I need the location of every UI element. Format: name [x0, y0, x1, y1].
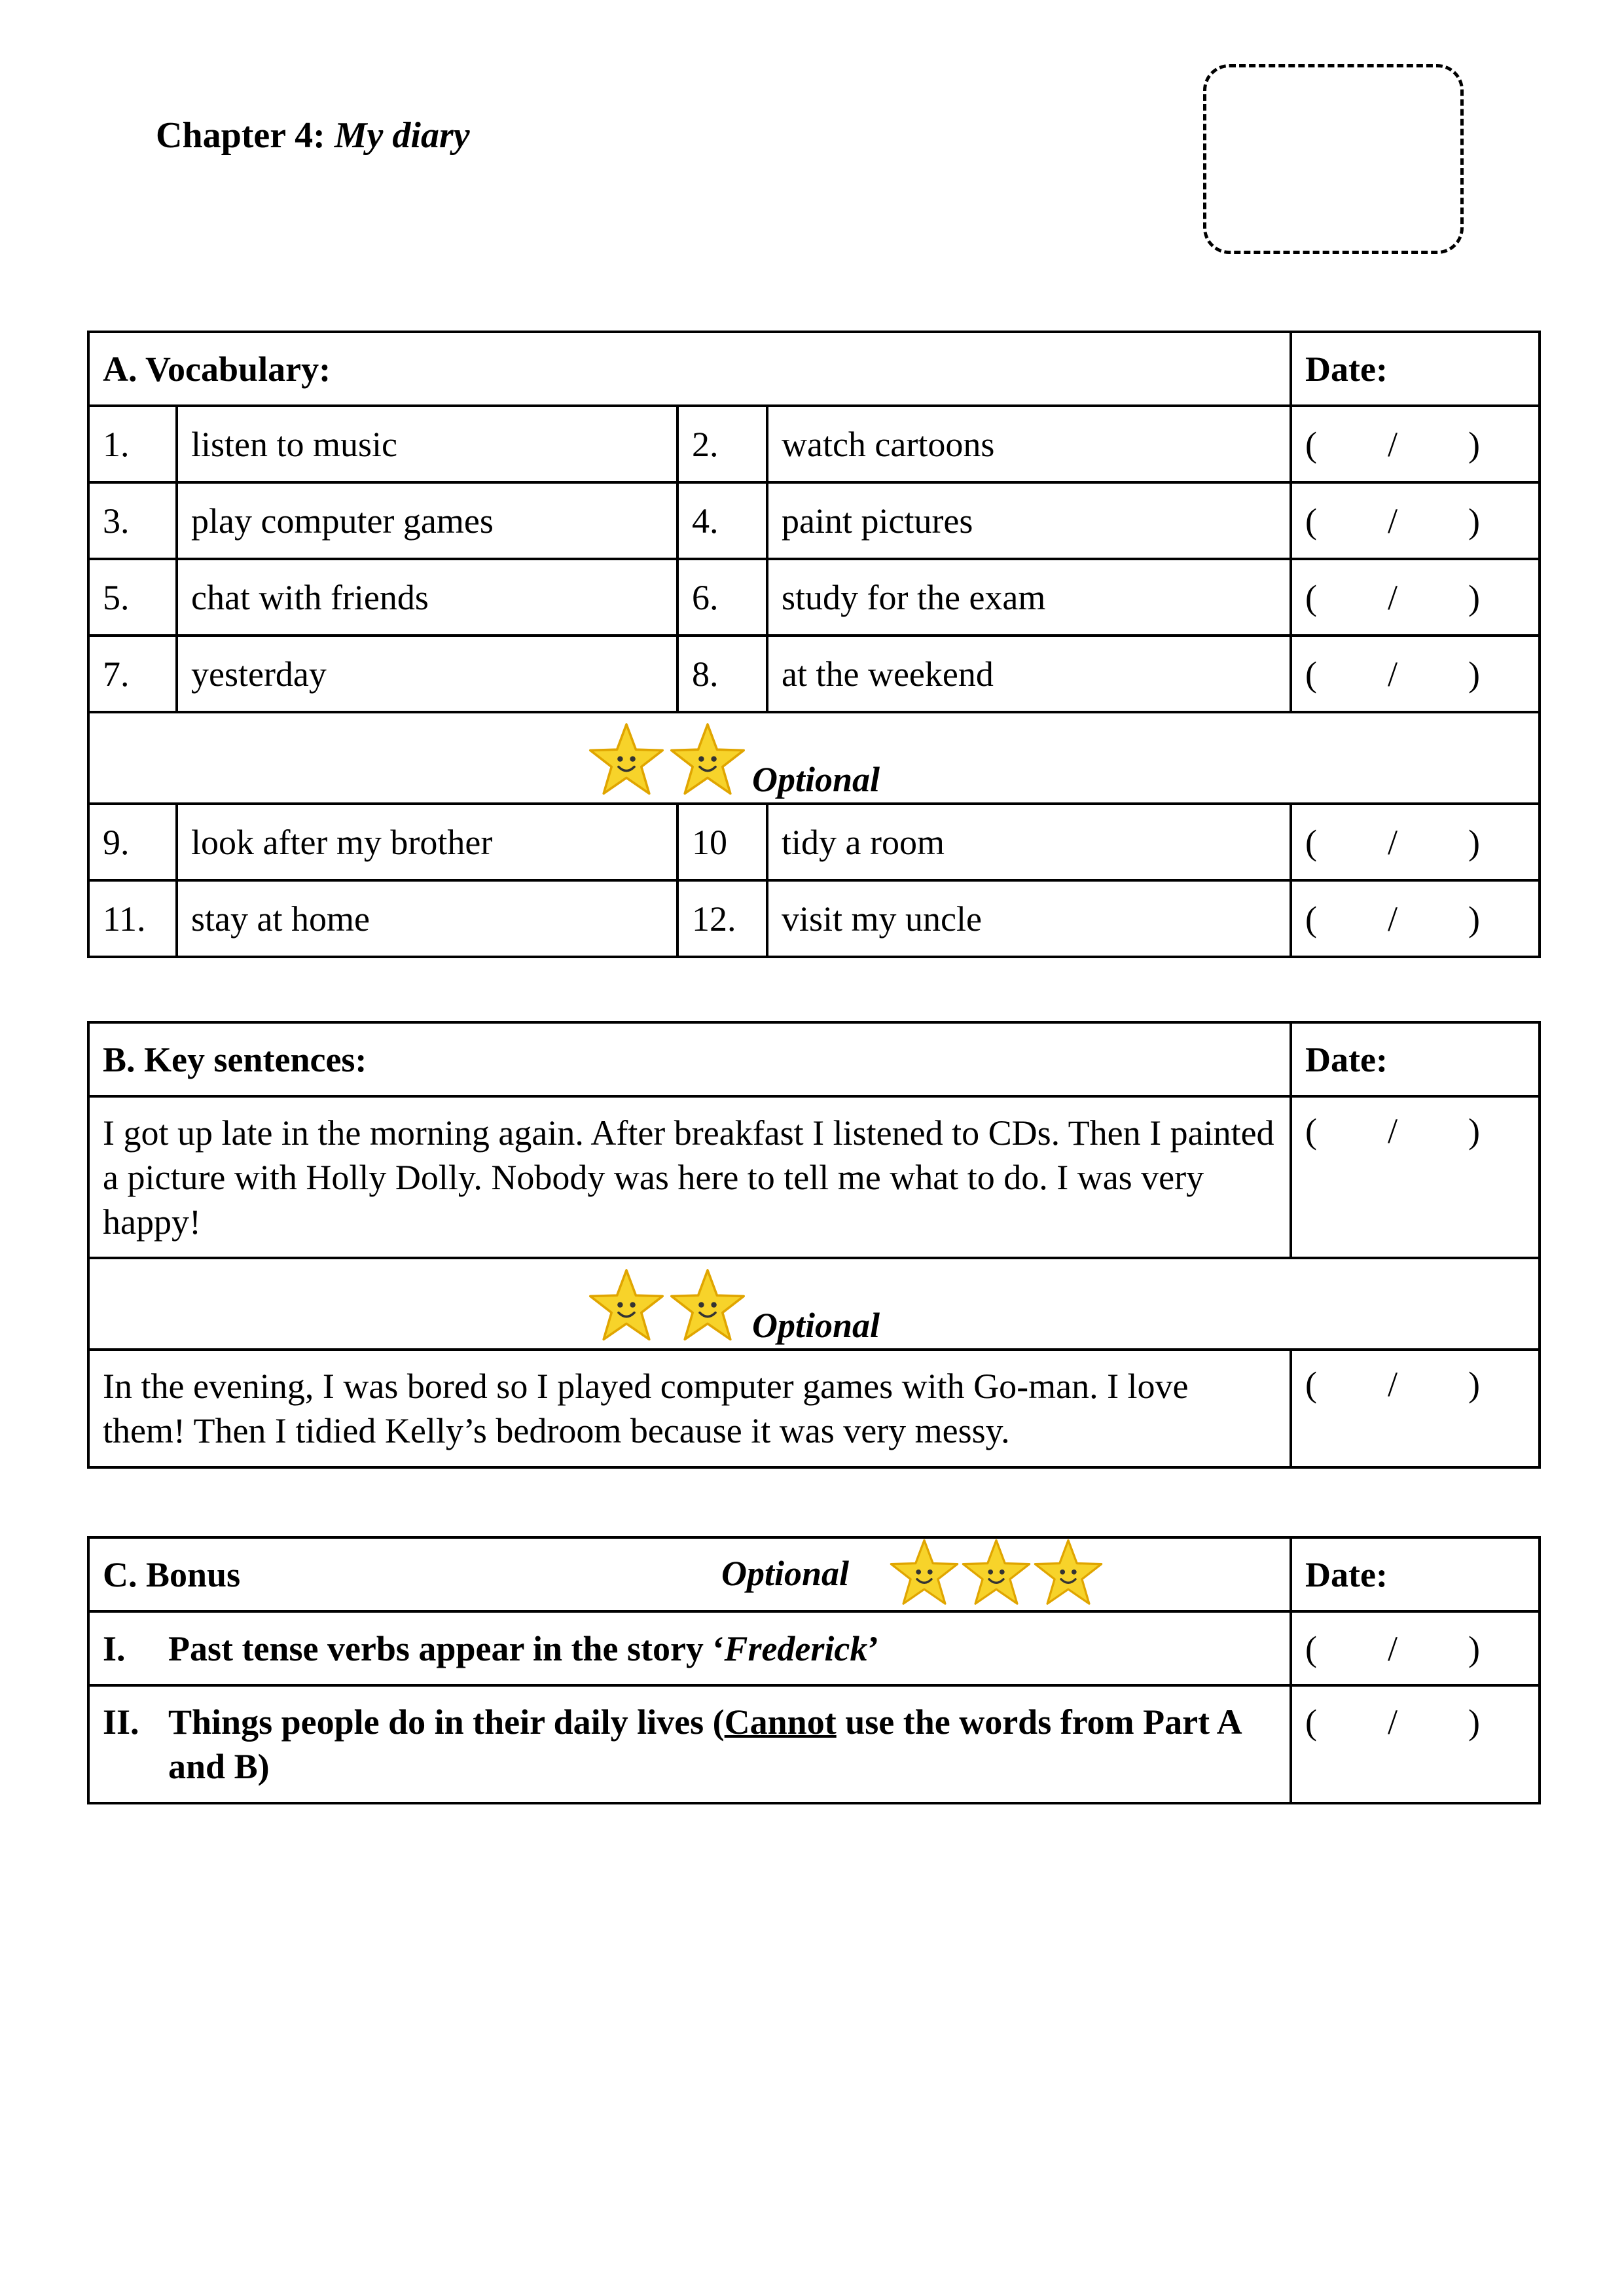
vocab-item: listen to music — [177, 406, 677, 482]
optional-banner — [88, 1258, 1540, 1350]
optional-label: Optional — [721, 1554, 850, 1593]
item-number: 8. — [677, 636, 767, 712]
date-field[interactable]: ( / ) — [1291, 1096, 1540, 1258]
item-number: 9. — [88, 804, 177, 880]
item-number: 3. — [88, 482, 177, 559]
section-b-date-label: Date: — [1291, 1022, 1540, 1096]
smiling-star-icon — [960, 1537, 1032, 1609]
date-field[interactable]: ( / ) — [1291, 482, 1540, 559]
optional-label: Optional — [752, 760, 880, 799]
smiling-star-icon — [668, 721, 747, 800]
key-sentences-table — [87, 1021, 1541, 1469]
bonus-item — [88, 1611, 1291, 1685]
smiling-star-icon — [587, 1267, 666, 1346]
section-c-date-label: Date: — [1291, 1537, 1540, 1611]
table-row — [88, 1611, 1540, 1685]
vocab-item: watch cartoons — [767, 406, 1291, 482]
item-numeral: II. — [103, 1702, 139, 1742]
date-field[interactable]: ( / ) — [1291, 636, 1540, 712]
date-field[interactable]: ( / ) — [1291, 406, 1540, 482]
smiling-star-icon — [668, 1267, 747, 1346]
smiling-star-icon — [888, 1537, 960, 1609]
date-field[interactable]: ( / ) — [1291, 1350, 1540, 1467]
table-row — [88, 636, 1540, 712]
star-group — [888, 1537, 1104, 1609]
item-number: 11. — [88, 880, 177, 957]
table-row — [88, 406, 1540, 482]
smiling-star-icon — [1032, 1537, 1104, 1609]
table-row — [88, 880, 1540, 957]
section-c-header — [88, 1537, 1291, 1611]
table-row — [88, 804, 1540, 880]
section-a-title: A. Vocabulary: — [88, 332, 1291, 406]
star-group — [587, 721, 747, 800]
vocab-item: play computer games — [177, 482, 677, 559]
story-title: Frederick — [724, 1628, 868, 1668]
vocab-item: at the weekend — [767, 636, 1291, 712]
vocab-item: look after my brother — [177, 804, 677, 880]
bonus-item — [88, 1685, 1291, 1803]
bonus-text: use the words from Part A and B) — [168, 1702, 1240, 1786]
optional-row — [88, 1258, 1540, 1350]
vocab-item: stay at home — [177, 880, 677, 957]
item-number: 4. — [677, 482, 767, 559]
item-number: 2. — [677, 406, 767, 482]
vocab-item: chat with friends — [177, 559, 677, 636]
score-box — [1203, 64, 1464, 254]
item-number: 6. — [677, 559, 767, 636]
table-row — [88, 1350, 1540, 1467]
bonus-table — [87, 1536, 1541, 1804]
table-row — [88, 559, 1540, 636]
item-number: 12. — [677, 880, 767, 957]
vocab-item: paint pictures — [767, 482, 1291, 559]
optional-label: Optional — [752, 1306, 880, 1345]
bonus-text: ’ — [867, 1628, 880, 1668]
section-a-date-label: Date: — [1291, 332, 1540, 406]
page-title — [156, 115, 470, 156]
item-number: 5. — [88, 559, 177, 636]
item-number: 1. — [88, 406, 177, 482]
smiling-star-icon — [587, 721, 666, 800]
optional-banner — [88, 712, 1540, 804]
vocab-item: tidy a room — [767, 804, 1291, 880]
section-c-title: C. Bonus — [103, 1554, 241, 1594]
date-field[interactable]: ( / ) — [1291, 559, 1540, 636]
date-field[interactable]: ( / ) — [1291, 1685, 1540, 1803]
key-sentence: In the evening, I was bored so I played computer games with Go-man. I love them! Then I tidied Kelly’s bedroom because it was very messy. — [88, 1350, 1291, 1467]
table-row — [88, 1685, 1540, 1803]
chapter-title: My diary — [334, 115, 470, 156]
emphasis-word: Cannot — [724, 1702, 837, 1742]
table-row — [88, 1096, 1540, 1258]
optional-row — [88, 712, 1540, 804]
date-field[interactable]: ( / ) — [1291, 880, 1540, 957]
chapter-label: Chapter 4: — [156, 115, 325, 156]
bonus-text: Past tense verbs appear in the story ‘ — [168, 1628, 725, 1668]
table-row — [88, 482, 1540, 559]
vocab-item: study for the exam — [767, 559, 1291, 636]
section-b-title: B. Key sentences: — [88, 1022, 1291, 1096]
date-field[interactable]: ( / ) — [1291, 1611, 1540, 1685]
vocab-item: visit my uncle — [767, 880, 1291, 957]
item-number: 10 — [677, 804, 767, 880]
vocab-item: yesterday — [177, 636, 677, 712]
vocabulary-table — [87, 331, 1541, 958]
key-sentence: I got up late in the morning again. After breakfast I listened to CDs. Then I painted a picture with Holly Dolly. Nobody was here to tell me what to do. I was very happy! — [88, 1096, 1291, 1258]
star-group — [587, 1267, 747, 1346]
item-numeral: I. — [103, 1628, 126, 1668]
item-number: 7. — [88, 636, 177, 712]
bonus-text: Things people do in their daily lives ( — [168, 1702, 725, 1742]
date-field[interactable]: ( / ) — [1291, 804, 1540, 880]
